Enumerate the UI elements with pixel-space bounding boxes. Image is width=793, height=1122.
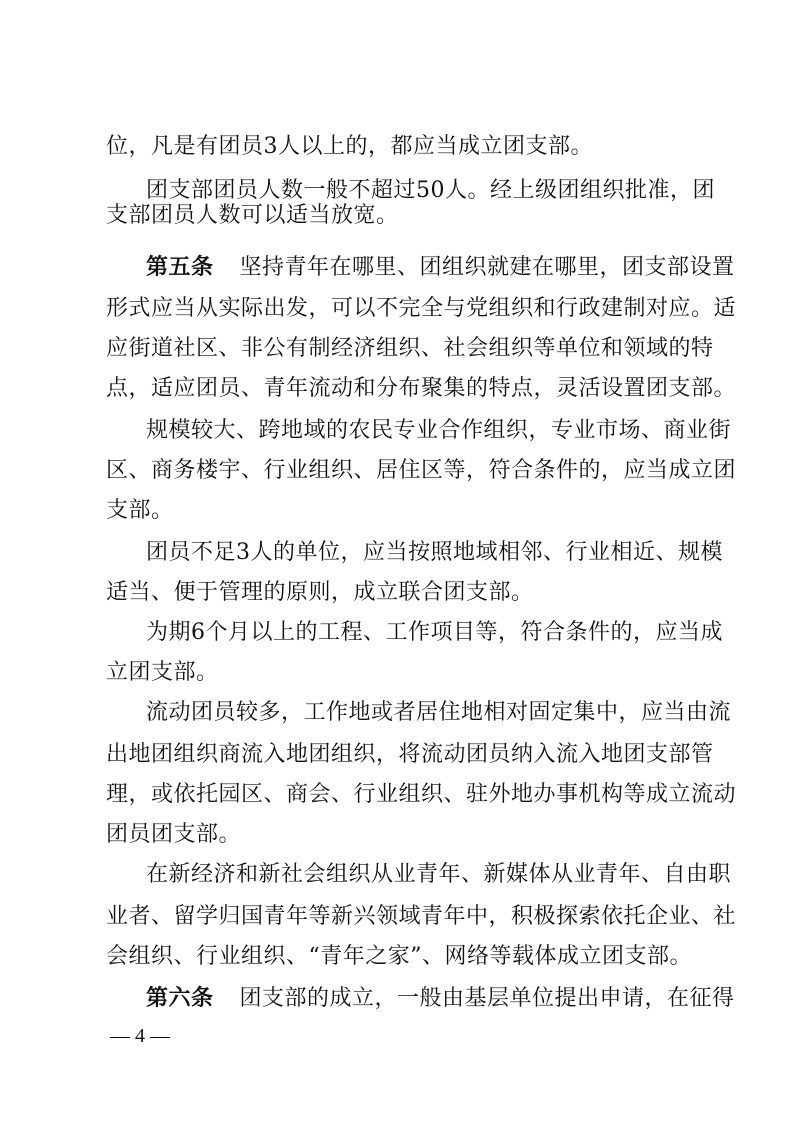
text-line: 支部。 [106, 498, 174, 523]
text-line: 应街道社区、非公有制经济组织、社会组织等单位和领域的特 [106, 336, 714, 361]
text-line: 支部团员人数可以适当放宽。 [106, 203, 399, 228]
page-number: — 4 — [110, 1025, 170, 1047]
text-line: 团员不足3人的单位，应当按照地域相邻、行业相近、规模 [146, 540, 723, 565]
text-line: 出地团组织商流入地团组织，将流动团员纳入流入地团支部管 [106, 742, 714, 767]
text-line: 流动团员较多，工作地或者居住地相对固定集中，应当由流 [146, 700, 732, 725]
article-line [146, 986, 735, 1012]
text-line: 位，凡是有团员3人以上的，都应当成立团支部。 [106, 134, 593, 159]
text-line: 适当、便于管理的原则，成立联合团支部。 [106, 580, 534, 605]
text-line: 为期6个月以上的工程、工作项目等，符合条件的，应当成 [146, 620, 723, 645]
article-heading: 第五条 [146, 255, 214, 280]
article-line [146, 255, 735, 281]
text-line: 团员团支部。 [106, 822, 242, 847]
text-line: 立团支部。 [106, 660, 219, 685]
text-line: 点，适应团员、青年流动和分布聚集的特点，灵活设置团支部。 [106, 376, 737, 401]
article-heading: 第六条 [146, 986, 214, 1011]
article-text: 团支部的成立，一般由基层单位提出申请，在征得 [239, 986, 735, 1011]
article-text: 坚持青年在哪里、团组织就建在哪里，团支部设置 [239, 255, 735, 280]
text-line: 会组织、行业组织、“青年之家”、网络等载体成立团支部。 [106, 944, 692, 969]
text-line: 团支部团员人数一般不超过50人。经上级团组织批准，团 [146, 178, 715, 203]
text-line: 在新经济和新社会组织从业青年、新媒体从业青年、自由职 [146, 862, 732, 887]
text-line: 理，或依托园区、商会、行业组织、驻外地办事机构等成立流动 [106, 782, 737, 807]
text-line: 区、商务楼宇、行业组织、居住区等，符合条件的，应当成立团 [106, 458, 737, 483]
text-line: 规模较大、跨地域的农民专业合作组织，专业市场、商业街 [146, 418, 732, 443]
text-line: 业者、留学归国青年等新兴领域青年中，积极探索依托企业、社 [106, 904, 737, 929]
text-line: 形式应当从实际出发，可以不完全与党组织和行政建制对应。适 [106, 296, 737, 321]
